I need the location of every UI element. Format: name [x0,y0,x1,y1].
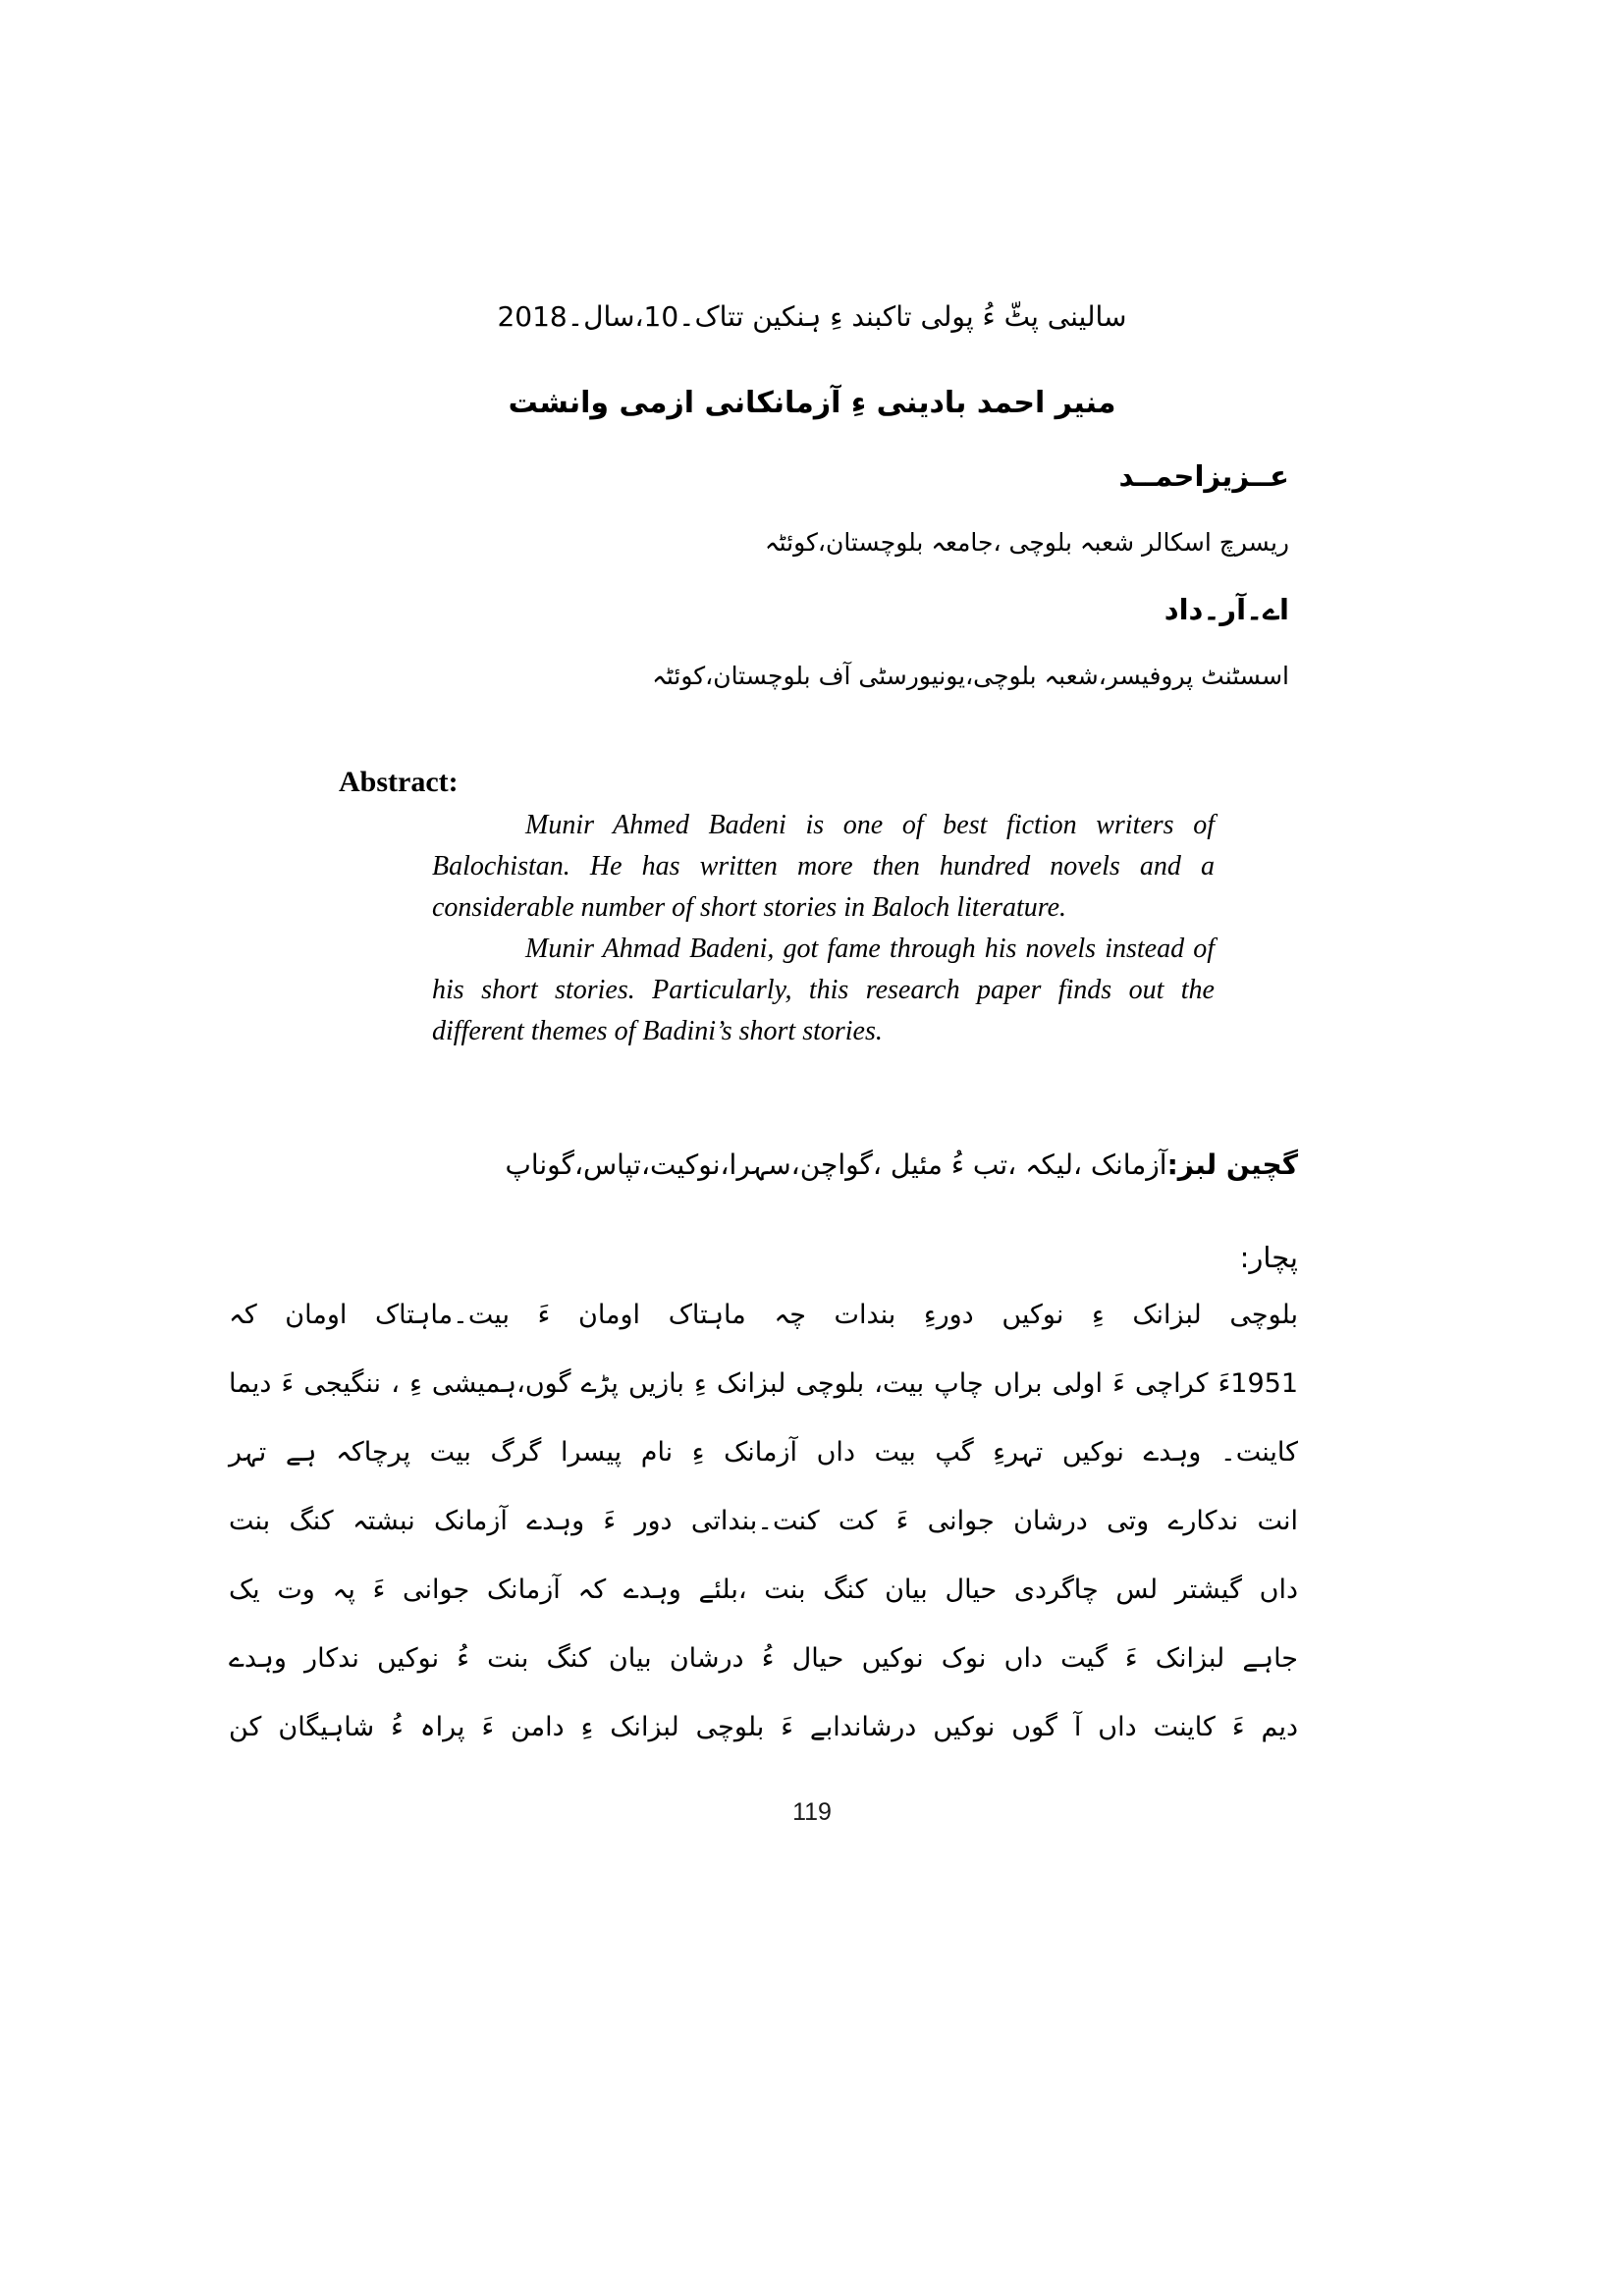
author-name-1: عــزیزاحمــد [1118,459,1289,493]
section-heading-pichar: پچار: [1239,1241,1298,1274]
page-number: 119 [792,1798,832,1826]
keywords-text: آزمانک ،لیکہ ،تب ءُ مئیل ،گواچن،سہرا،نوکیت،تپاس،گوناپ [505,1148,1167,1181]
authors-block [652,444,1289,711]
author-name-2: اے۔آر۔داد [1164,593,1289,626]
body-line-2: 1951ءَ کراچی ءَ اولی براں چاپ بیت، بلوچی لبزانک ءِ بازیں پڑے گوں،ہمیشی ءِ ، ننگیجی ءَ دیما [229,1368,1298,1399]
keywords-label: گچین لبز: [1166,1148,1298,1181]
author-affiliation-1: ریسرچ اسکالر شعبہ بلوچی ،جامعہ بلوچستان،کوئٹہ [764,528,1289,557]
article-title: منیر احمد بادینی ءِ آزمانکانی ازمی وانشت [508,386,1116,420]
body-paragraph [229,1281,1298,1762]
body-line-5: داں گیشتر لس چاگردی حیال بیان کنگ بنت ،بلئے وہدے کہ آزمانک جوانی ءَ پہ وت یک [229,1575,1298,1605]
body-line-6: جاہے لبزانک ءَ گیت داں نوک نوکیں حیال ءُ درشان بیان کنگ بنت ءُ نوکیں ندکار وہدے [229,1643,1298,1674]
abstract-text-block [432,805,1215,1052]
abstract-paragraph-2: Munir Ahmad Badeni, got fame through his novels instead of his short stories. Particularly, this research paper finds out the different themes of Badini’s short stories. [432,934,1215,1046]
body-line-3: کاینت۔ وہدے نوکیں تہرءِ گپ بیت داں آزمانک ءِ نام پیسرا گرگ بیت پرچاکہ ہے تہر [229,1437,1298,1468]
body-line-1: بلوچی لبزانک ءِ نوکیں دورءِ بندات چہ ماہتاک اومان ءَ بیت۔ماہتاک اومان کہ [229,1300,1298,1330]
abstract-heading: Abstract: [339,766,459,798]
body-line-7: دیم ءَ کاینت داں آ گوں نوکیں درشاندابے ءَ بلوچی لبزانک ءِ دامن ءَ پراہ ءُ شاہیگان کن [229,1712,1298,1742]
journal-header-line: سالینی پٹّ ءُ پولی تاکبند ءِ ہنکین تتاک۔10،سال۔2018 [497,300,1127,333]
abstract-paragraph-1: Munir Ahmed Badeni is one of best fiction writers of Balochistan. He has written more then hundred novels and a considerable number of short stories in Baloch literature. [432,810,1215,923]
body-line-4: انت ندکارے وتی درشان جوانی ءَ کت کنت۔بنداتی دور ءَ وہدے آزمانک نبشتہ کنگ بنت [229,1506,1298,1536]
keywords-line [229,1137,1298,1194]
author-affiliation-2: اسسٹنٹ پروفیسر،شعبہ بلوچی،یونیورسٹی آف بلوچستان،کوئٹہ [652,662,1289,690]
